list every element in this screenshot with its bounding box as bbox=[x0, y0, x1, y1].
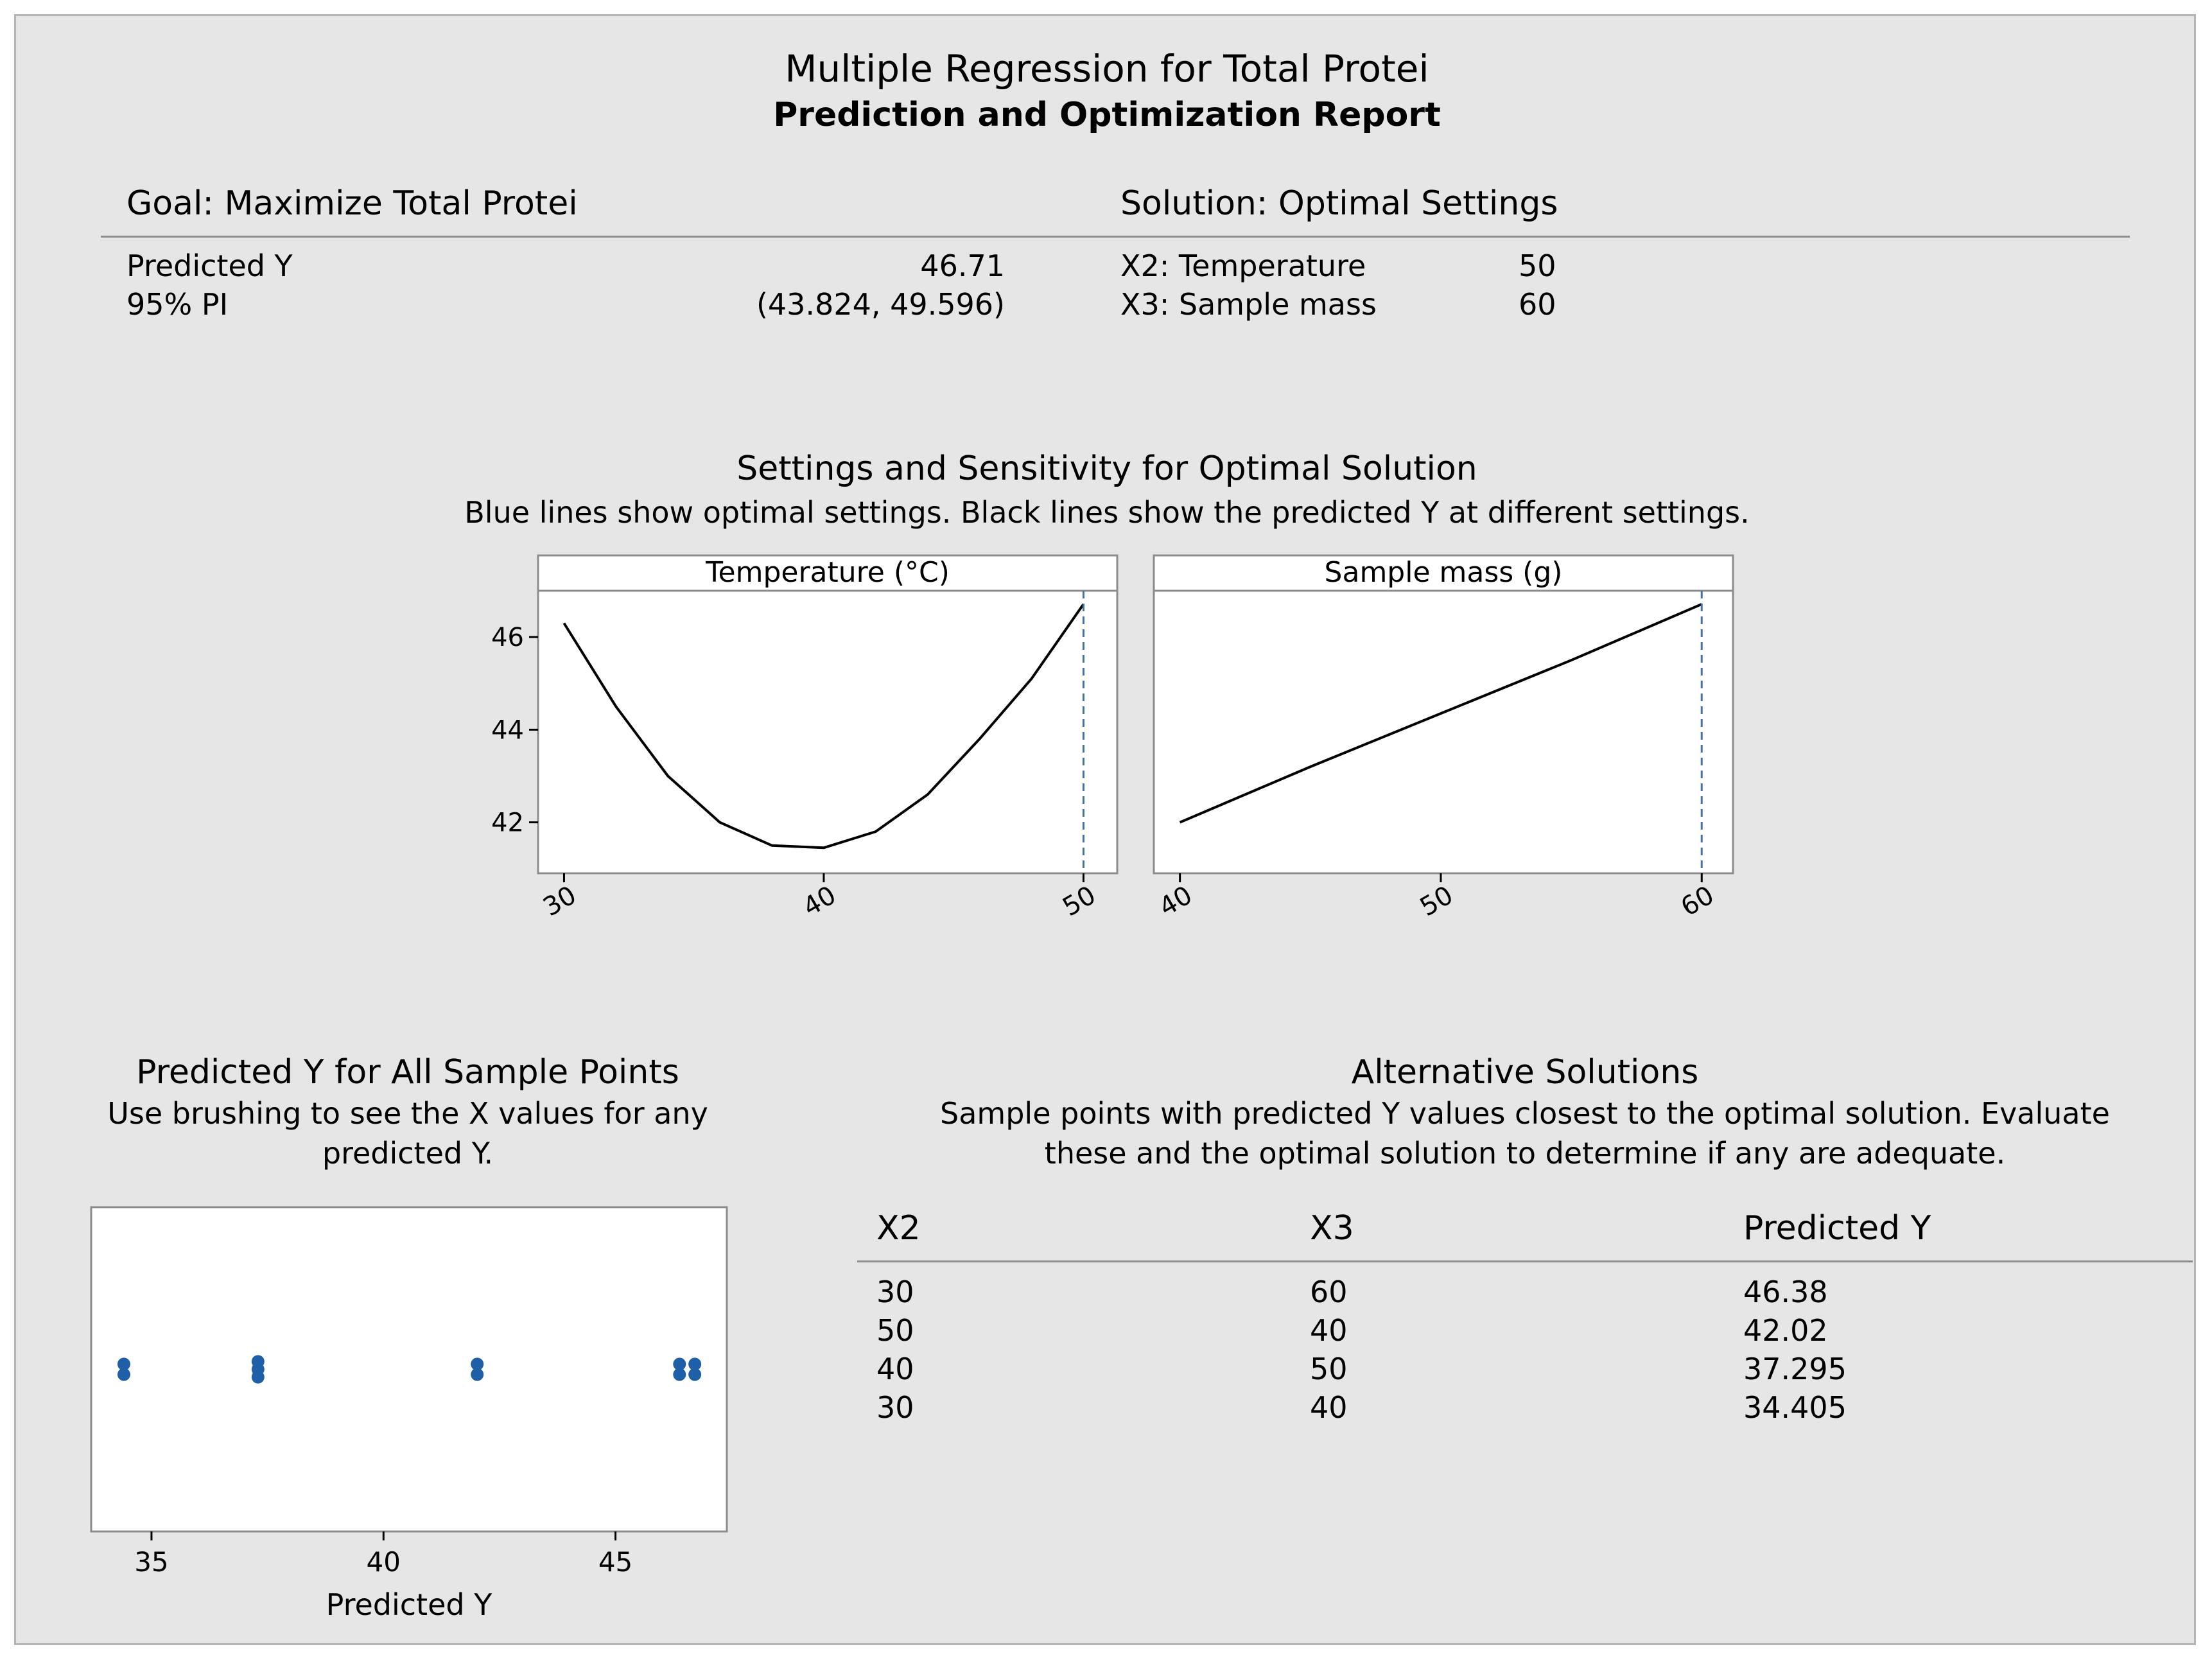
alt-cell: 40 bbox=[1310, 1313, 1348, 1348]
sensitivity-charts bbox=[16, 530, 2198, 966]
temperature-x-tick-label: 30 bbox=[538, 880, 582, 923]
sample-point bbox=[252, 1371, 265, 1384]
scatter-plot bbox=[91, 1207, 727, 1622]
alt-cell: 30 bbox=[876, 1275, 914, 1309]
temperature-y-tick-label: 44 bbox=[491, 715, 524, 745]
goal-label-predicted: Predicted Y bbox=[126, 248, 293, 283]
alternatives-divider bbox=[857, 1260, 2193, 1262]
alt-cell: 40 bbox=[876, 1352, 914, 1386]
scatter-x-tick-label: 40 bbox=[366, 1546, 401, 1578]
sample-mass-panel bbox=[1154, 555, 1733, 922]
sample-mass-x-tick-label: 40 bbox=[1154, 880, 1197, 923]
alt-col-predicted: Predicted Y bbox=[1743, 1209, 1931, 1248]
temperature-x-tick-label: 50 bbox=[1058, 880, 1101, 923]
goal-header: Goal: Maximize Total Protei bbox=[126, 184, 578, 223]
sample-mass-x-tick-label: 50 bbox=[1415, 880, 1458, 923]
report-panel bbox=[14, 14, 2196, 1645]
alternatives-subtitle-line1: Sample points with predicted Y values closest to the optimal solution. Evaluate bbox=[940, 1096, 2110, 1131]
solution-label-mass: X3: Sample mass bbox=[1120, 287, 1377, 322]
sample-mass-panel-title: Sample mass (g) bbox=[1324, 556, 1563, 589]
alt-cell: 30 bbox=[876, 1390, 914, 1425]
scatter-subtitle-line1: Use brushing to see the X values for any bbox=[107, 1096, 708, 1131]
predicted-y-scatter bbox=[16, 1185, 787, 1634]
scatter-plot-area bbox=[91, 1207, 727, 1531]
temperature-y-tick-label: 42 bbox=[491, 808, 524, 838]
temperature-panel-title: Temperature (°C) bbox=[706, 556, 950, 589]
sample-point bbox=[673, 1368, 686, 1381]
sample-point bbox=[688, 1368, 701, 1381]
alt-cell: 50 bbox=[1310, 1352, 1348, 1386]
alt-cell: 50 bbox=[876, 1313, 914, 1348]
sensitivity-subtitle: Blue lines show optimal settings. Black lines show the predicted Y at different settings. bbox=[464, 495, 1750, 530]
scatter-subtitle-line2: predicted Y. bbox=[322, 1136, 494, 1171]
solution-header: Solution: Optimal Settings bbox=[1120, 184, 1558, 223]
alt-col-x2: X2 bbox=[876, 1209, 921, 1248]
goal-value-pi: (43.824, 49.596) bbox=[756, 287, 1005, 322]
goal-label-pi: 95% PI bbox=[126, 287, 229, 322]
scatter-x-axis-label: Predicted Y bbox=[326, 1587, 492, 1622]
sample-mass-plot-area bbox=[1154, 591, 1733, 873]
alt-cell: 37.295 bbox=[1743, 1352, 1847, 1386]
sample-point bbox=[471, 1368, 483, 1381]
solution-value-temperature: 50 bbox=[1519, 248, 1556, 283]
goal-divider bbox=[101, 236, 2130, 238]
alt-cell: 40 bbox=[1310, 1390, 1348, 1425]
scatter-title: Predicted Y for All Sample Points bbox=[136, 1053, 679, 1092]
alternatives-title: Alternative Solutions bbox=[1351, 1053, 1699, 1092]
report-title: Multiple Regression for Total Protei bbox=[785, 47, 1429, 91]
goal-value-predicted: 46.71 bbox=[920, 248, 1005, 283]
temperature-panel bbox=[491, 555, 1117, 922]
alt-cell: 34.405 bbox=[1743, 1390, 1847, 1425]
sample-mass-x-tick-label: 60 bbox=[1676, 880, 1720, 923]
temperature-x-tick-label: 40 bbox=[797, 880, 841, 923]
scatter-x-tick-label: 45 bbox=[598, 1546, 633, 1578]
scatter-x-tick-label: 35 bbox=[134, 1546, 169, 1578]
temperature-plot-area bbox=[538, 591, 1117, 873]
solution-value-mass: 60 bbox=[1519, 287, 1556, 322]
alt-cell: 60 bbox=[1310, 1275, 1348, 1309]
sensitivity-title: Settings and Sensitivity for Optimal Solution bbox=[736, 449, 1477, 488]
alt-cell: 42.02 bbox=[1743, 1313, 1828, 1348]
temperature-y-tick-label: 46 bbox=[491, 623, 524, 653]
alt-col-x3: X3 bbox=[1310, 1209, 1354, 1248]
solution-label-temperature: X2: Temperature bbox=[1120, 248, 1366, 283]
report-subtitle: Prediction and Optimization Report bbox=[773, 96, 1441, 134]
alternatives-subtitle-line2: these and the optimal solution to determine if any are adequate. bbox=[1044, 1136, 2006, 1171]
alt-cell: 46.38 bbox=[1743, 1275, 1828, 1309]
sample-point bbox=[118, 1368, 130, 1381]
